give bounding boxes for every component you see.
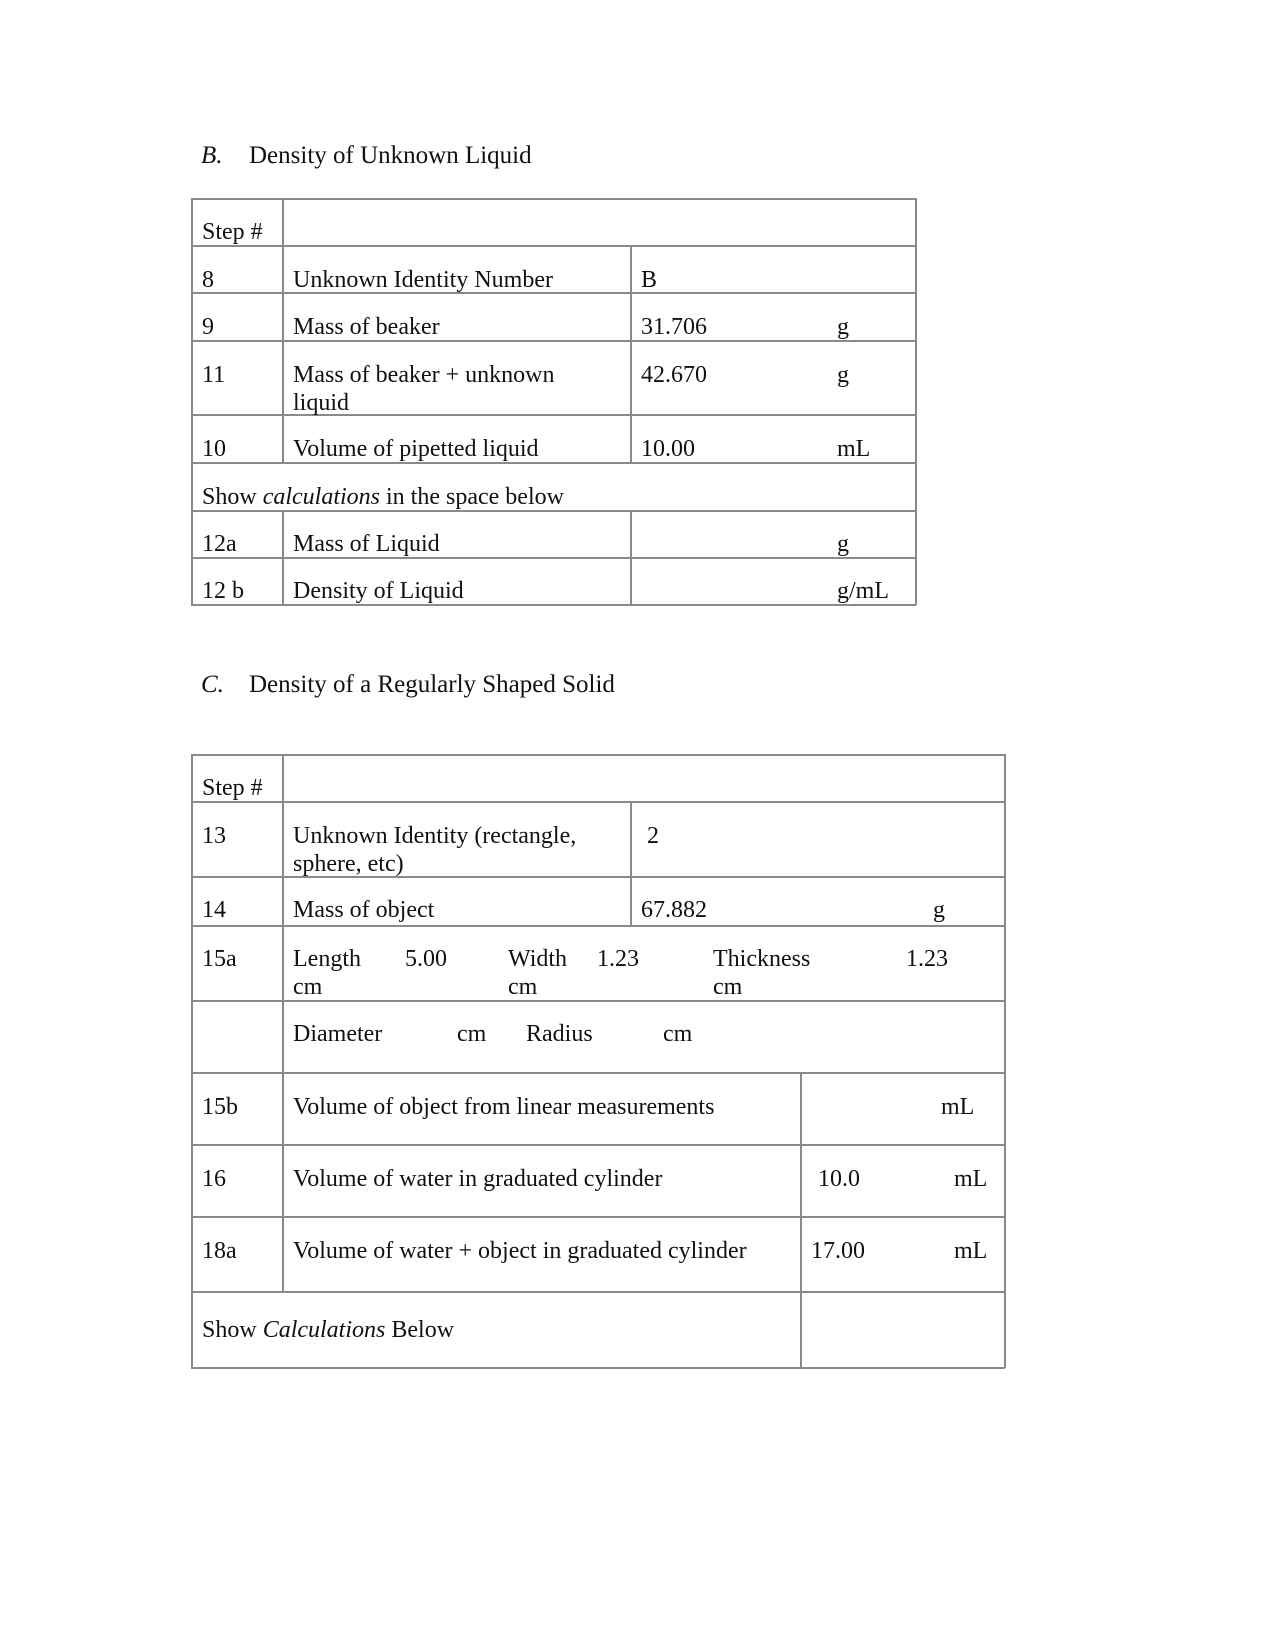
b-unit-beaker-plus-liquid: g xyxy=(837,362,849,388)
section-c-letter: C. xyxy=(201,671,224,698)
b-unit-beaker-mass: g xyxy=(837,314,849,340)
c-length-label: Length xyxy=(293,946,361,972)
b-step-12a: 12a xyxy=(202,531,237,557)
c-unit-water-volume: mL xyxy=(954,1166,988,1192)
c-width-label: Width xyxy=(508,946,568,972)
c-radius-label: Radius xyxy=(526,1021,593,1047)
c-step-15a: 15a xyxy=(202,946,237,972)
c-thickness-label: Thickness xyxy=(713,946,811,972)
c-step-13: 13 xyxy=(202,823,226,849)
b-step-9: 9 xyxy=(202,314,214,340)
b-calculations-note: Show calculations in the space below xyxy=(202,484,564,510)
c-step-14: 14 xyxy=(202,897,226,923)
b-step-header: Step # xyxy=(202,219,263,245)
c-label-water-plus-object: Volume of water + object in graduated cylinder xyxy=(293,1238,747,1264)
b-label-pipetted-volume: Volume of pipetted liquid xyxy=(293,436,539,462)
b-step-10: 10 xyxy=(202,436,226,462)
c-label-object-mass: Mass of object xyxy=(293,897,435,923)
b-value-pipetted-volume: 10.00 xyxy=(641,436,695,462)
c-label-water-volume: Volume of water in graduated cylinder xyxy=(293,1166,663,1192)
b-value-identity: B xyxy=(641,267,658,293)
c-label-identity: Unknown Identity (rectangle, sphere, etc) xyxy=(293,823,577,877)
c-unit-linear-volume: mL xyxy=(941,1094,975,1120)
c-calculations-note: Show Calculations Below xyxy=(202,1317,455,1343)
c-diameter-label: Diameter xyxy=(293,1021,383,1047)
b-step-12b: 12 b xyxy=(202,578,244,604)
b-label-beaker-mass: Mass of beaker xyxy=(293,314,440,340)
c-width-unit: cm xyxy=(508,974,538,1000)
c-step-header: Step # xyxy=(202,775,263,801)
c-thickness-value: 1.23 xyxy=(906,946,948,972)
c-diameter-unit: cm xyxy=(457,1021,487,1047)
b-value-beaker-plus-liquid: 42.670 xyxy=(641,362,707,388)
b-step-8: 8 xyxy=(202,267,214,293)
b-label-beaker-plus-liquid: Mass of beaker + unknown liquid xyxy=(293,362,555,416)
b-unit-liquid-density: g/mL xyxy=(837,578,889,604)
b-unit-pipetted-volume: mL xyxy=(837,436,871,462)
section-c-title: Density of a Regularly Shaped Solid xyxy=(249,671,615,698)
b-value-beaker-mass: 31.706 xyxy=(641,314,707,340)
c-step-16: 16 xyxy=(202,1166,226,1192)
c-step-15b: 15b xyxy=(202,1094,238,1120)
c-label-linear-volume: Volume of object from linear measurements xyxy=(293,1094,715,1120)
c-value-water-plus-object: 17.00 xyxy=(811,1238,865,1264)
c-thickness-unit: cm xyxy=(713,974,743,1000)
b-label-liquid-density: Density of Liquid xyxy=(293,578,464,604)
b-label-liquid-mass: Mass of Liquid xyxy=(293,531,440,557)
c-unit-water-plus-object: mL xyxy=(954,1238,988,1264)
c-length-unit: cm xyxy=(293,974,323,1000)
c-value-object-mass: 67.882 xyxy=(641,897,707,923)
c-step-18a: 18a xyxy=(202,1238,237,1264)
b-step-11: 11 xyxy=(202,362,226,388)
c-value-identity: 2 xyxy=(647,823,659,849)
b-unit-liquid-mass: g xyxy=(837,531,849,557)
c-value-water-volume: 10.0 xyxy=(818,1166,860,1192)
c-unit-object-mass: g xyxy=(933,897,945,923)
c-length-value: 5.00 xyxy=(405,946,447,972)
section-b-letter: B. xyxy=(201,142,223,169)
c-radius-unit: cm xyxy=(663,1021,693,1047)
b-label-identity: Unknown Identity Number xyxy=(293,267,553,293)
c-width-value: 1.23 xyxy=(597,946,639,972)
section-b-title: Density of Unknown Liquid xyxy=(249,142,532,169)
